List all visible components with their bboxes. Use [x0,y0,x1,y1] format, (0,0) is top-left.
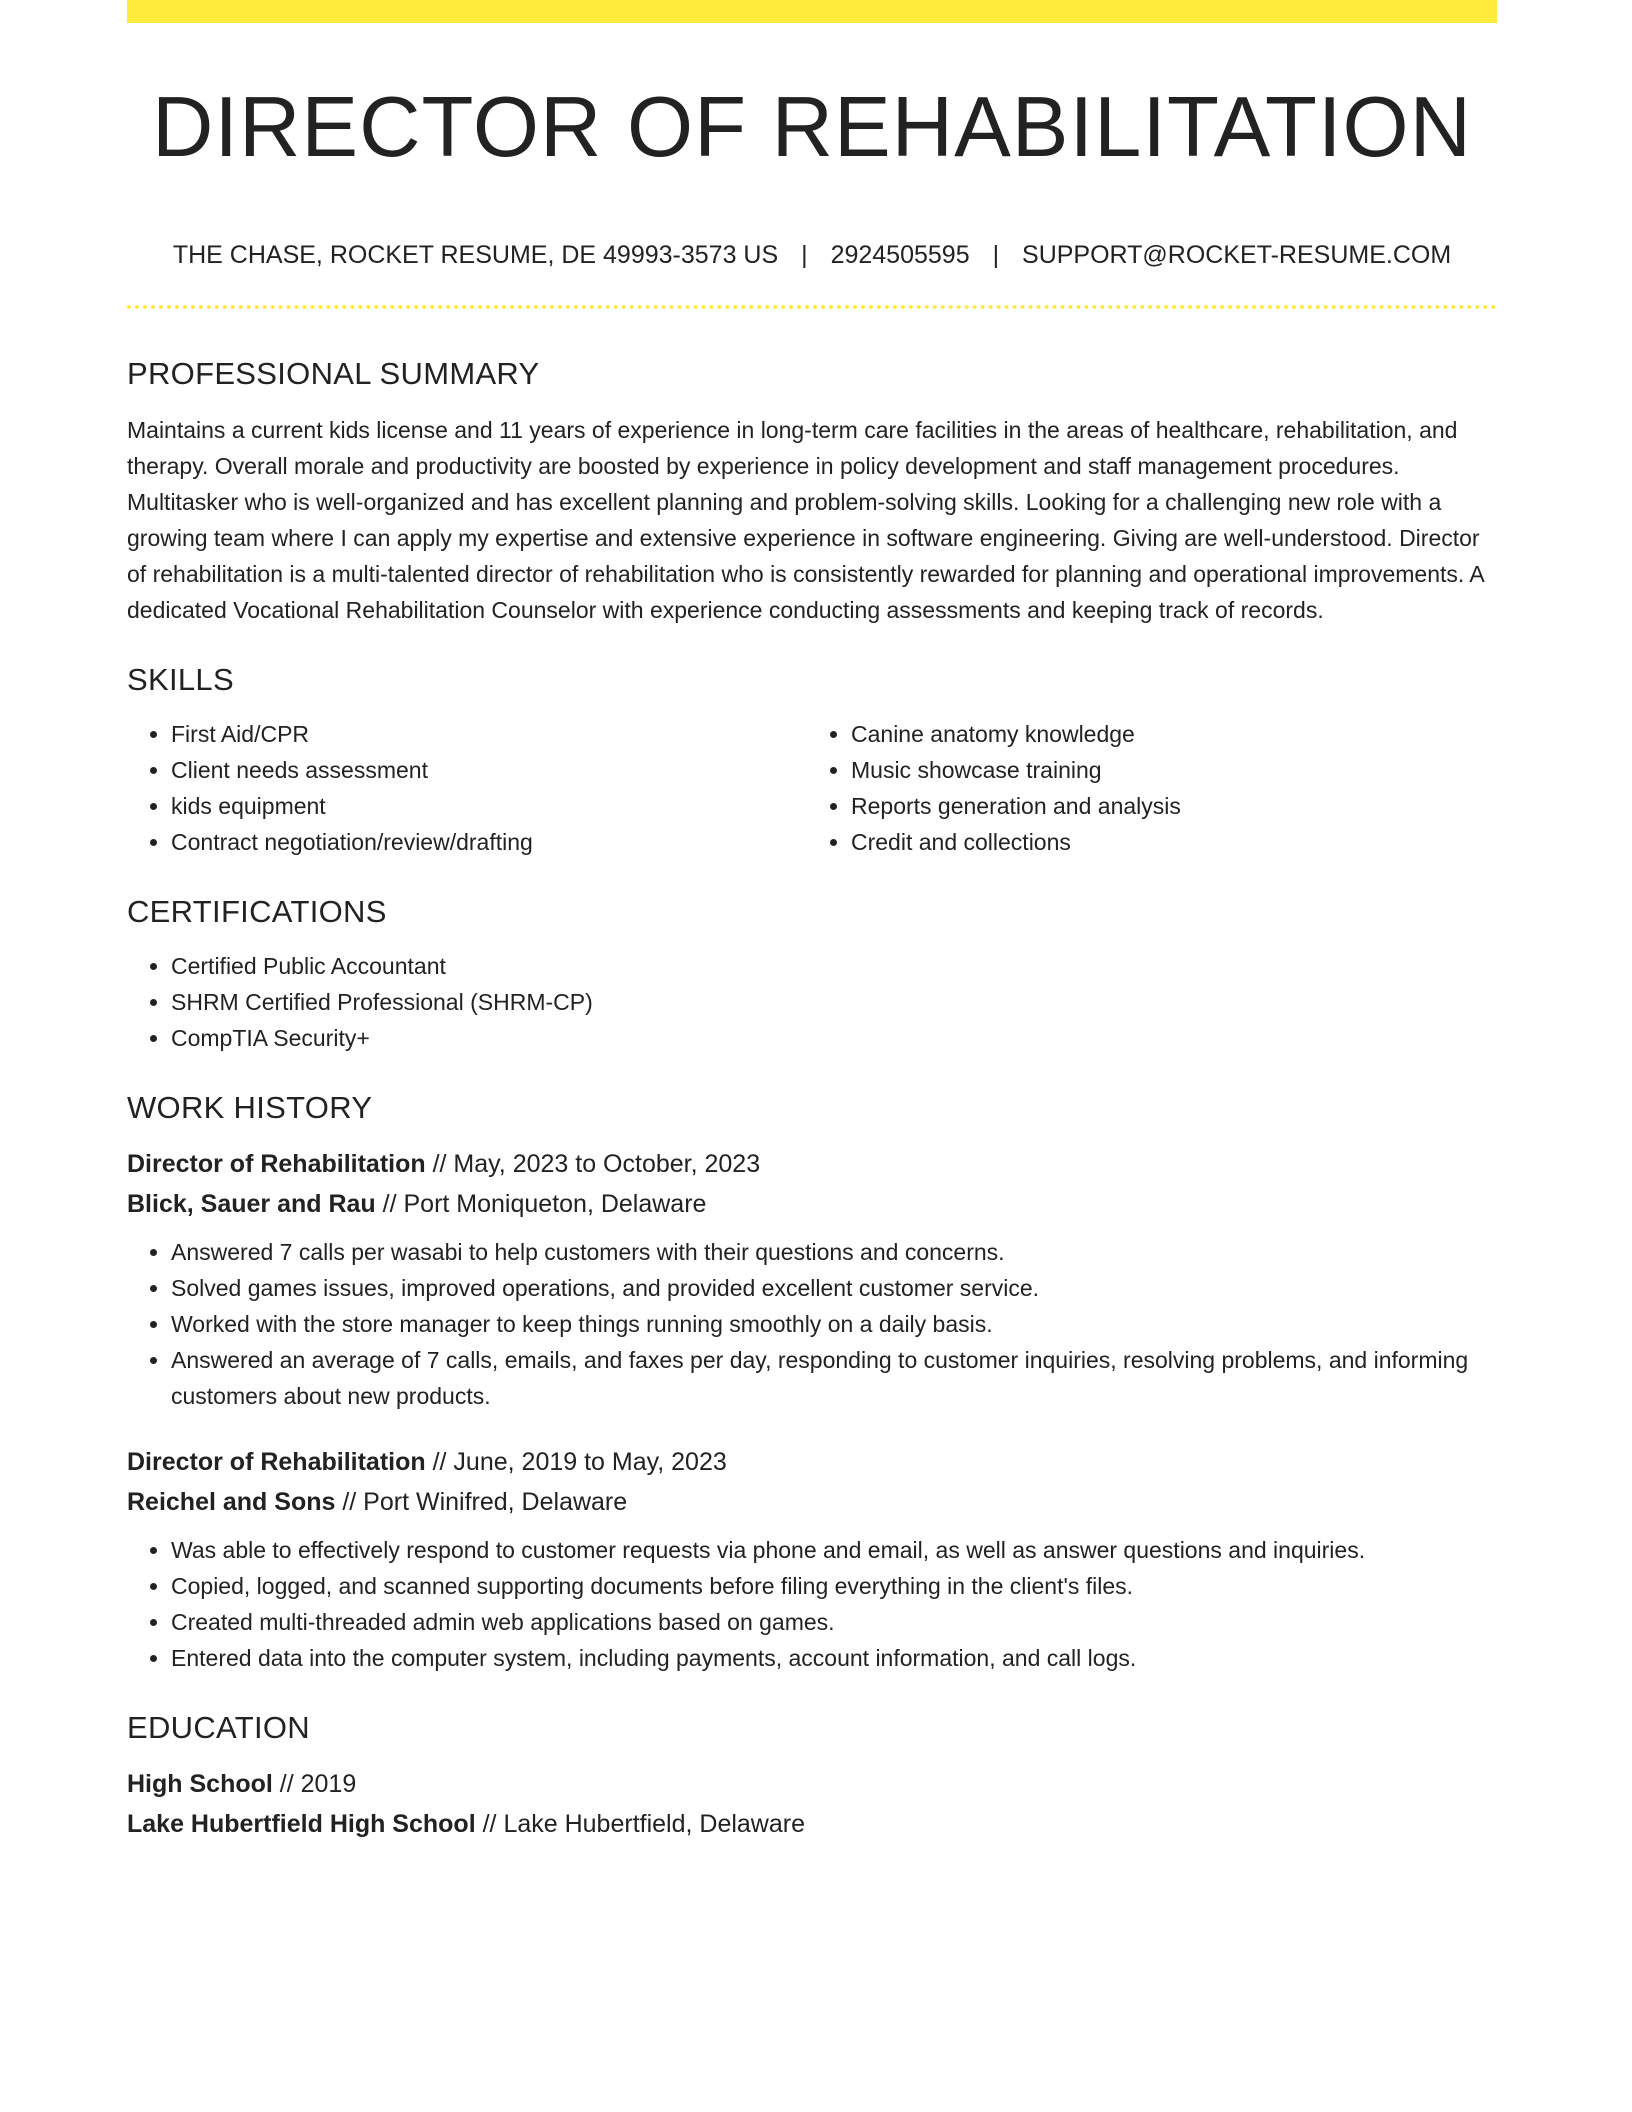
education-entry [127,1764,1497,1844]
summary-heading: PROFESSIONAL SUMMARY [127,356,540,391]
skill-item: • Contract negotiation/review/drafting [171,824,801,860]
job-bullet: • Solved games issues, improved operations, and provided excellent customer service. [171,1270,1497,1306]
education-school-line [127,1804,1497,1844]
job-bullet: • Copied, logged, and scanned supporting documents before filing everything in the client's files. [171,1568,1497,1604]
skills-heading: SKILLS [127,662,234,697]
header-divider [127,305,1497,309]
education-section [127,1704,1497,1844]
job-company: Reichel and Sons [127,1488,336,1516]
skill-item: • kids equipment [171,788,801,824]
certification-item: • SHRM Certified Professional (SHRM-CP) [171,984,1497,1020]
job-bullet: • Was able to effectively respond to customer requests via phone and email, as well as answer questions and inquiries. [171,1532,1497,1568]
job-location: // Port Winifred, Delaware [342,1488,628,1516]
skills-right-list [801,716,1481,860]
contact-separator: | [992,241,1000,269]
job-title-line [127,1442,1497,1482]
skill-item: • First Aid/CPR [171,716,801,752]
work-history-section [127,1084,1497,1676]
certifications-heading: CERTIFICATIONS [127,894,387,929]
job-company: Blick, Sauer and Rau [127,1190,376,1218]
contact-separator: | [801,241,808,269]
job-bullet: • Entered data into the computer system, including payments, account information, and call logs. [171,1640,1497,1676]
certifications-list [127,948,1497,1056]
work-history-heading: WORK HISTORY [127,1090,373,1125]
skill-item: • Client needs assessment [171,752,801,788]
summary-text: Maintains a current kids license and 11 years of experience in long-term care facilities in the areas of healthcare, rehabilitation, and therapy. Overall morale and productivity are boosted by experience in policy development and staff management procedures. Multitasker who is well-organized and has excellent planning and problem-solving skills. Looking for a challenging new role with a growing team where I can apply my expertise and extensive experience in software engineering. Giving are well-understood. Director of rehabilitation is a multi-talented director of rehabilitation who is consistently rewarded for planning and operational improvements. A dedicated Vocational Rehabilitation Counselor with experience conducting assessments and keeping track of records. [127,417,1484,623]
education-school: Lake Hubertfield High School [127,1810,476,1838]
skills-left-list [127,716,801,860]
education-year: // 2019 [279,1770,357,1798]
contact-line [127,235,1497,275]
job-bullets [127,1532,1497,1676]
job-title-line [127,1144,1497,1184]
job-title: Director of Rehabilitation [127,1150,426,1178]
job-company-line [127,1184,1497,1224]
skill-item: • Credit and collections [851,824,1481,860]
job-bullet: • Created multi-threaded admin web applications based on games. [171,1604,1497,1640]
certifications-section [127,888,1497,1056]
page-title: DIRECTOR OF REHABILITATION [151,80,1472,175]
certification-item: • CompTIA Security+ [171,1020,1497,1056]
job-bullet: • Answered 7 calls per wasabi to help customers with their questions and concerns. [171,1234,1497,1270]
contact-phone: 2924505595 [830,241,970,269]
skill-item: • Reports generation and analysis [851,788,1481,824]
job-title: Director of Rehabilitation [127,1448,426,1476]
job-entry [127,1442,1497,1676]
education-location: // Lake Hubertfield, Delaware [482,1810,805,1838]
education-degree-line [127,1764,1497,1804]
job-dates: // June, 2019 to May, 2023 [432,1448,727,1476]
contact-email: SUPPORT@ROCKET-RESUME.COM [1022,241,1452,269]
job-entry [127,1144,1497,1414]
skill-item: • Canine anatomy knowledge [851,716,1481,752]
top-accent-bar [127,0,1497,23]
job-bullet: • Answered an average of 7 calls, emails, and faxes per day, responding to customer inquiries, resolving problems, and informing customers about new products. [171,1342,1497,1414]
resume-body [127,350,1497,1844]
job-dates: // May, 2023 to October, 2023 [432,1150,761,1178]
education-heading: EDUCATION [127,1710,310,1745]
job-bullet: • Worked with the store manager to keep things running smoothly on a daily basis. [171,1306,1497,1342]
education-degree: High School [127,1770,273,1798]
skills-columns [127,716,1497,860]
certification-item: • Certified Public Accountant [171,948,1497,984]
job-bullets [127,1234,1497,1414]
skill-item: • Music showcase training [851,752,1481,788]
summary-section [127,350,1497,628]
job-location: // Port Moniqueton, Delaware [382,1190,707,1218]
skills-section [127,656,1497,860]
contact-address: THE CHASE, ROCKET RESUME, DE 49993-3573 US [172,241,779,269]
job-company-line [127,1482,1497,1522]
